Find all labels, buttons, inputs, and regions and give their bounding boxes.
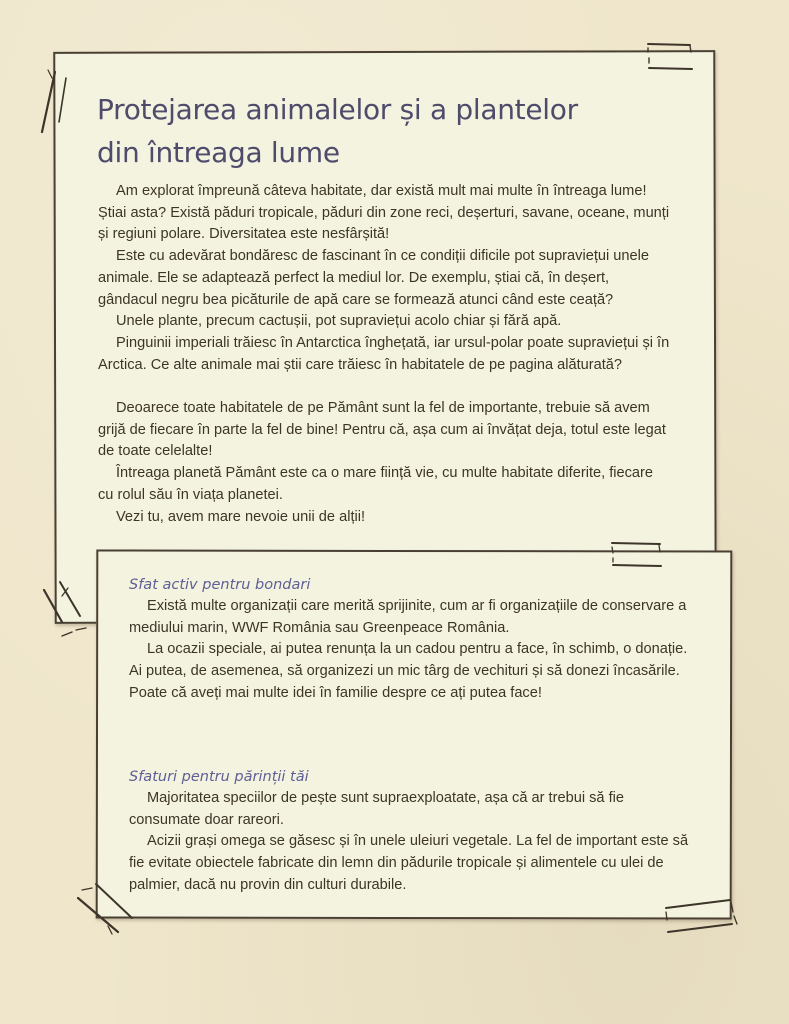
intro-paragraph: Vezi tu, avem mare nevoie unii de alții! bbox=[116, 508, 366, 525]
tip-paragraph: La ocazii speciale, ai putea renunța la un cadou pentru a face, în schimb, o donație. Ai putea, de asemenea, să organizezi un mic târg de vechituri și să donezi încasările. Poate că aveți mai multe idei în familie despre ce ați putea face! bbox=[129, 641, 688, 701]
tip-box-parents bbox=[129, 766, 699, 897]
tip-box-text bbox=[129, 596, 699, 705]
tip-box-text bbox=[129, 788, 699, 897]
tip-box-heading: Sfat activ pentru bondari bbox=[129, 577, 311, 593]
page-title-line-2: din întreaga lume bbox=[97, 136, 340, 169]
page-title bbox=[97, 88, 657, 174]
intro-paragraph: Întreaga planetă Pământ este ca o mare ființă vie, cu multe habitate diferite, fiecare cu rolul său în viața planetei. bbox=[98, 465, 654, 503]
intro-paragraph: Am explorat împreună câteva habitate, dar există mult mai multe în întreaga lume! Știai asta? Există păduri tropicale, păduri din zone reci, deșerturi, savane, oceane, munți și regiuni polare. Diversitatea este nesfârșită! bbox=[98, 183, 670, 243]
page-title-line-1: Protejarea animalelor și a plantelor bbox=[97, 93, 578, 126]
tip-paragraph: Există multe organizații care merită sprijinite, cum ar fi organizațiile de conservare a mediului marin, WWF România sau Greenpeace România. bbox=[129, 598, 687, 636]
tip-box-bumblebees bbox=[129, 574, 699, 705]
tip-paragraph: Acizii grași omega se găsesc și în unele uleiuri vegetale. La fel de important este să fie evitate obiectele fabricate din lemn din pădurile tropicale și alimentele cu ulei de palmier, dacă nu provin din culturi durabile. bbox=[129, 833, 689, 893]
tip-paragraph: Majoritatea speciilor de pește sunt supraexploatate, așa că ar trebui să fie consumate doar rareori. bbox=[129, 790, 624, 828]
intro-paragraph: Unele plante, precum cactușii, pot supraviețui acolo chiar și fără apă. bbox=[116, 313, 562, 330]
intro-text bbox=[98, 181, 670, 528]
tip-box-heading: Sfaturi pentru părinții tăi bbox=[129, 769, 309, 785]
intro-paragraph: Deoarece toate habitatele de pe Pământ sunt la fel de importante, trebuie să avem grijă de fiecare în parte la fel de bine! Pentru că, așa cum ai învățat deja, totul este legat de toate celelalte! bbox=[98, 400, 666, 460]
paragraph-spacer bbox=[98, 376, 670, 398]
intro-paragraph: Pinguinii imperiali trăiesc în Antarctica înghețată, iar ursul-polar poate supraviețui și în Arctica. Ce alte animale mai știi care trăiesc în habitatele de pe pagina alăturată? bbox=[98, 334, 670, 373]
intro-paragraph: Este cu adevărat bondăresc de fascinant în ce condiții dificile pot supraviețui unele animale. Ele se adaptează perfect la mediul lor. De exemplu, știai că, în deșert, gândacul negru bea picăturile de apă care se formează atunci când este ceață? bbox=[98, 248, 649, 308]
